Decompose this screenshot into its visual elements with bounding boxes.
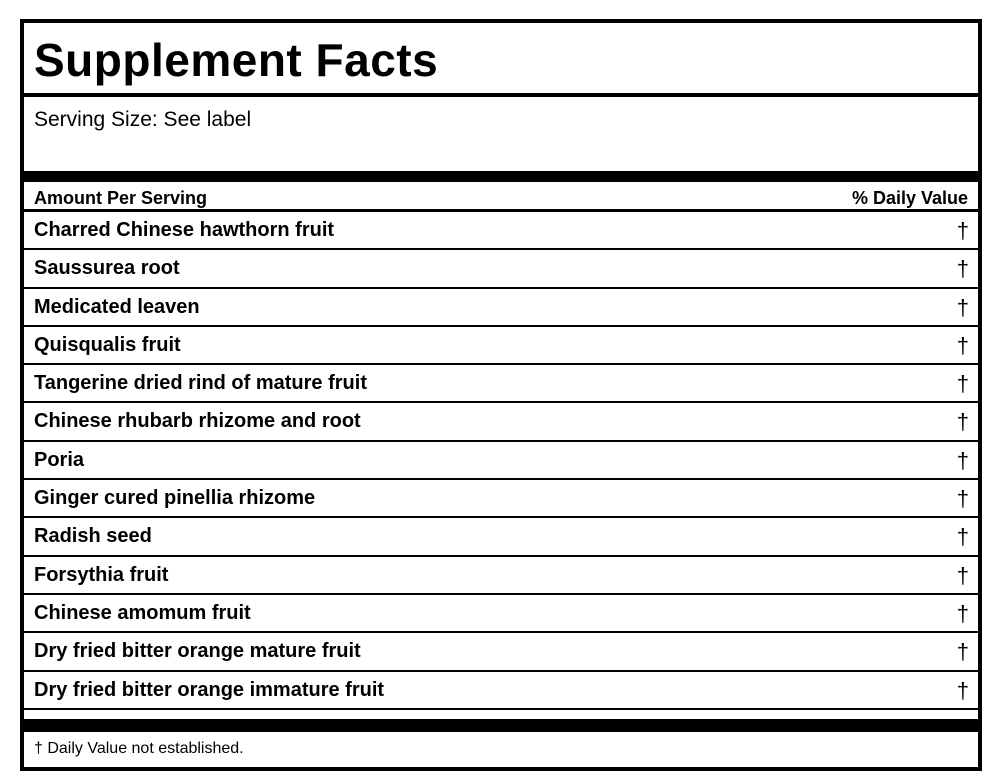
ingredient-daily-value: † (956, 562, 969, 588)
ingredient-row (24, 212, 978, 250)
title-section (24, 23, 978, 97)
ingredient-list (24, 212, 978, 710)
ingredient-row (24, 442, 978, 480)
ingredient-name: Charred Chinese hawthorn fruit (34, 219, 335, 241)
ingredient-daily-value: † (956, 409, 969, 435)
ingredient-name: Dry fried bitter orange mature fruit (34, 640, 361, 663)
ingredient-name: Forsythia fruit (34, 563, 169, 586)
ingredient-daily-value: † (956, 677, 969, 703)
ingredient-daily-value: † (956, 256, 969, 282)
ingredient-daily-value: † (956, 600, 969, 626)
ingredient-row (24, 365, 978, 403)
ingredient-row (24, 403, 978, 441)
ingredient-row (24, 480, 978, 518)
ingredient-name: Tangerine dried rind of mature fruit (34, 372, 367, 395)
ingredient-daily-value: † (956, 332, 969, 358)
ingredient-name: Poria (34, 448, 85, 471)
column-header-row (24, 182, 978, 212)
ingredient-daily-value: † (956, 524, 969, 550)
ingredient-name: Quisqualis fruit (34, 333, 181, 356)
ingredient-name: Ginger cured pinellia rhizome (34, 487, 316, 510)
ingredient-name: Radish seed (34, 525, 152, 548)
footnote-text: † Daily Value not established. (34, 740, 244, 757)
ingredient-name: Saussurea root (34, 257, 180, 280)
supplement-facts-panel (20, 19, 982, 771)
ingredient-name: Dry fried bitter orange immature fruit (34, 678, 385, 701)
ingredient-row (24, 518, 978, 556)
panel-title: Supplement Facts (34, 34, 439, 86)
footnote-section (24, 730, 978, 771)
daily-value-header: % Daily Value (851, 188, 968, 208)
ingredient-row (24, 289, 978, 327)
ingredient-row (24, 557, 978, 595)
serving-size: Serving Size: See label (34, 108, 252, 131)
amount-per-serving-header: Amount Per Serving (34, 188, 208, 208)
ingredient-daily-value: † (956, 371, 969, 397)
ingredient-row (24, 250, 978, 288)
ingredient-name: Chinese amomum fruit (34, 601, 251, 624)
ingredient-daily-value: † (956, 486, 969, 512)
ingredient-daily-value: † (956, 639, 969, 665)
ingredient-row (24, 633, 978, 671)
ingredient-daily-value: † (956, 294, 969, 320)
ingredient-name: Medicated leaven (34, 295, 200, 318)
ingredient-row (24, 672, 978, 710)
ingredient-daily-value: † (956, 447, 969, 473)
thick-divider (24, 171, 978, 182)
ingredient-name: Chinese rhubarb rhizome and root (34, 410, 361, 433)
serving-section (24, 97, 978, 171)
ingredient-row (24, 595, 978, 633)
thick-divider (24, 719, 978, 730)
ingredient-row (24, 327, 978, 365)
ingredient-daily-value: † (956, 218, 969, 243)
